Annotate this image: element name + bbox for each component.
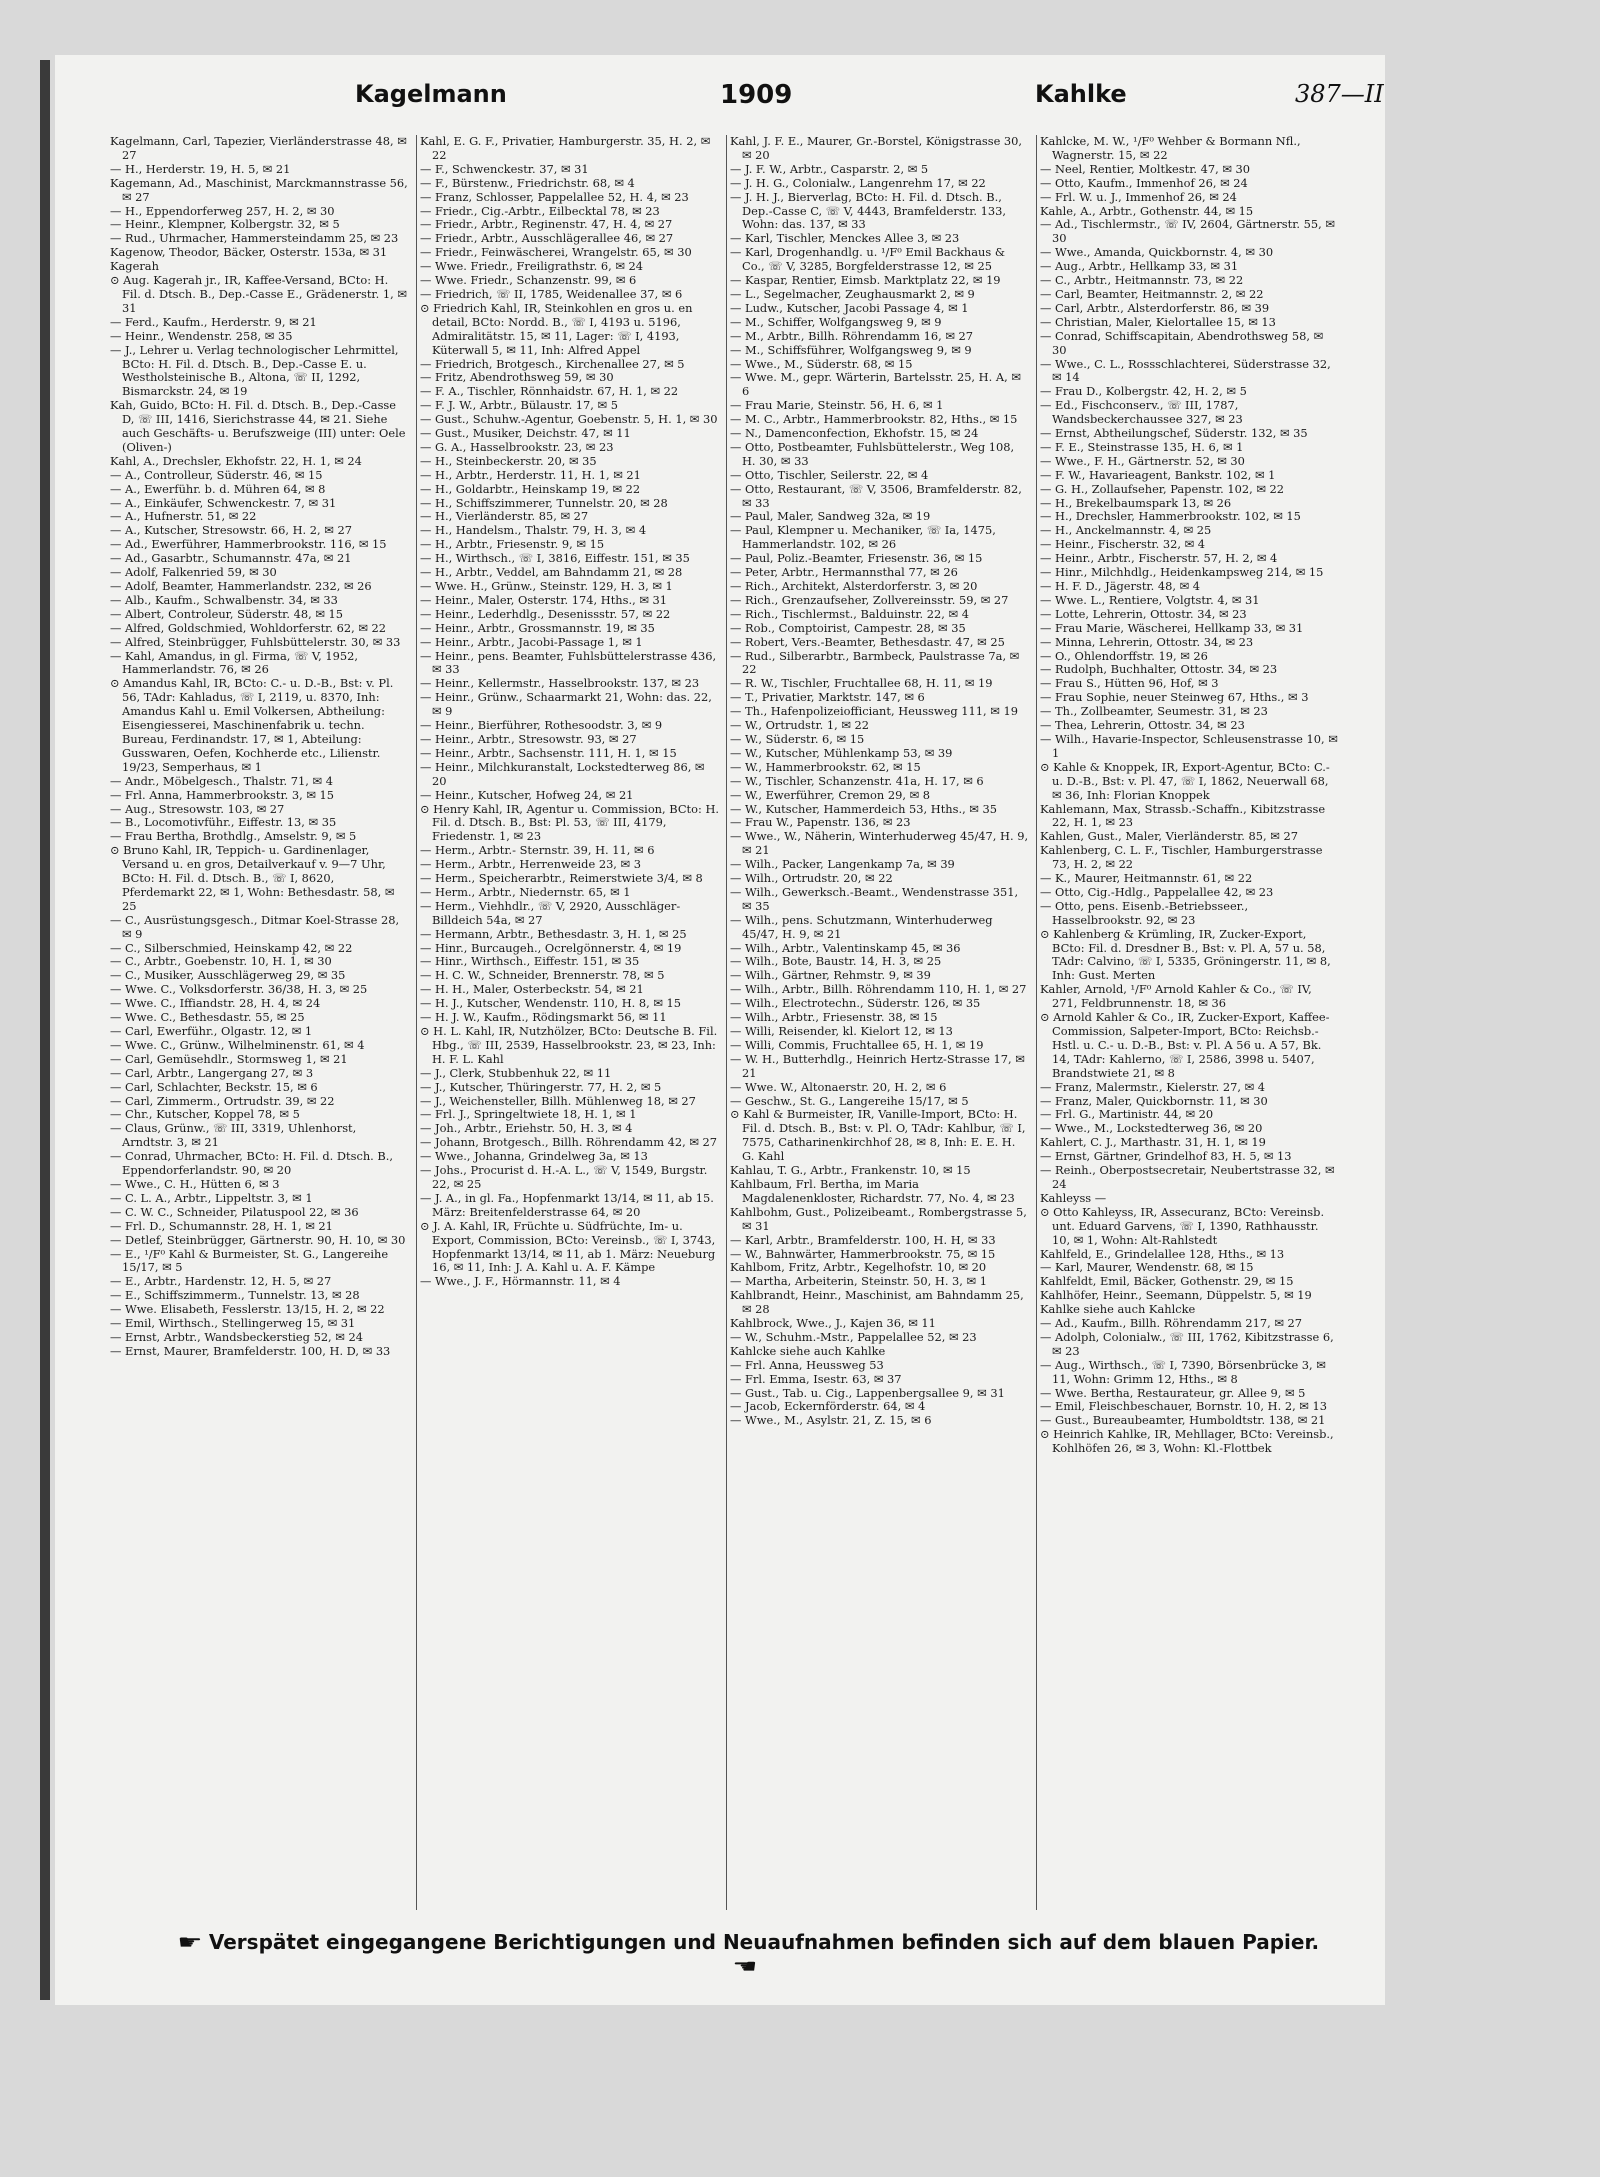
directory-entry: — Ad., Ewerführer, Hammerbrookstr. 116, ✉ 15 (110, 537, 387, 552)
directory-entry: — Johs., Procurist d. H.-A. L., ☏ V, 1549, Burgstr. 22, ✉ 25 (420, 1163, 708, 1191)
directory-entry: — F. J. W., Arbtr., Bülaustr. 17, ✉ 5 (420, 398, 618, 413)
directory-entry: — Lotte, Lehrerin, Ottostr. 34, ✉ 23 (1040, 606, 1247, 621)
directory-entry: — Otto, Kaufm., Immenhof 26, ✉ 24 (1040, 175, 1248, 190)
directory-entry: ⊙ Kahle & Knoppek, IR, Export-Agentur, BCto: C.- u. D.-B., Bst: v. Pl. 47, ☏ I, 1862, Neuerwall 68, ✉ 36, Inh: Florian Knoppek (1040, 759, 1330, 802)
directory-entry: — C., Arbtr., Heitmannstr. 73, ✉ 22 (1040, 273, 1244, 288)
directory-columns (110, 135, 1345, 1935)
directory-entry: — Wilh., Arbtr., Friesenstr. 38, ✉ 15 (730, 1010, 938, 1025)
directory-entry: — Gust., Bureaubeamter, Humboldtstr. 138, ✉ 21 (1040, 1413, 1326, 1428)
directory-entry: — Conrad, Schiffscapitain, Abendrothsweg 58, ✉ 30 (1040, 328, 1324, 357)
directory-entry: — N., Damenconfection, Ekhofstr. 15, ✉ 24 (730, 426, 979, 441)
directory-entry: — Heinr., Arbtr., Sachsenstr. 111, H. 1, ✉ 15 (420, 745, 677, 760)
directory-entry: — Rudolph, Buchhalter, Ottostr. 34, ✉ 23 (1040, 662, 1278, 677)
directory-entry: — Fritz, Abendrothsweg 59, ✉ 30 (420, 370, 614, 385)
directory-entry: — Conrad, Uhrmacher, BCto: H. Fil. d. Dtsch. B., Eppendorferlandstr. 90, ✉ 20 (110, 1149, 394, 1178)
directory-entry: — Carl, Arbtr., Langergang 27, ✉ 3 (110, 1065, 314, 1080)
directory-entry: — Wilh., Arbtr., Billh. Röhrendamm 110, H. 1, ✉ 27 (730, 982, 1027, 997)
directory-entry: — Wwe., W., Näherin, Winterhuderweg 45/47, H. 9, ✉ 21 (730, 829, 1029, 858)
directory-entry: — H., Vierländerstr. 85, ✉ 27 (420, 509, 589, 524)
directory-entry: — Reinh., Oberpostsecretair, Neubertstrasse 32, ✉ 24 (1040, 1163, 1335, 1191)
directory-entry: — W. H., Butterhdlg., Heinrich Hertz-Strasse 17, ✉ 21 (730, 1051, 1025, 1080)
directory-entry: — G. H., Zollaufseher, Papenstr. 102, ✉ 22 (1040, 481, 1285, 496)
directory-entry: ⊙ Kahlenberg & Krümling, IR, Zucker-Export, BCto: Fil. d. Dresdner B., Bst: v. Pl. A, 57 u. 58, TAdr: Calvino, ☏ I, 5335, Gröningerstr. 11, ✉ 8, Inh: Gust. Merten (1040, 926, 1331, 983)
directory-entry: — Gust., Tab. u. Cig., Lappenbergsallee 9, ✉ 31 (730, 1385, 1005, 1400)
directory-entry: — J. F. W., Arbtr., Casparstr. 2, ✉ 5 (730, 161, 929, 176)
directory-entry: — Frau Marie, Wäscherei, Hellkamp 33, ✉ 31 (1040, 620, 1304, 635)
directory-entry: — Chr., Kutscher, Koppel 78, ✉ 5 (110, 1107, 300, 1122)
directory-entry: — Ad., Kaufm., Billh. Röhrendamm 217, ✉ 27 (1040, 1316, 1303, 1331)
directory-entry: — H., Schiffszimmerer, Tunnelstr. 20, ✉ 28 (420, 495, 668, 510)
directory-entry: — Hinr., Wirthsch., Eiffestr. 151, ✉ 35 (420, 954, 640, 969)
directory-entry: — W., Kutscher, Hammerdeich 53, Hths., ✉ 35 (730, 801, 997, 816)
scan-edge (40, 60, 50, 2000)
directory-entry: — Wwe., F. H., Gärtnerstr. 52, ✉ 30 (1040, 453, 1245, 468)
directory-entry: — Carl, Ewerführ., Olgastr. 12, ✉ 1 (110, 1024, 313, 1038)
directory-entry: — F. W., Havarieagent, Bankstr. 102, ✉ 1 (1040, 467, 1276, 482)
directory-entry: — W., Kutscher, Mühlenkamp 53, ✉ 39 (730, 745, 953, 760)
directory-entry: Kahlke siehe auch Kahlcke (1040, 1302, 1196, 1317)
directory-entry: — Heinr., Arbtr., Grossmannstr. 19, ✉ 35 (420, 620, 655, 635)
directory-entry: Kahlhöfer, Heinr., Seemann, Düppelstr. 5, ✉ 19 (1040, 1288, 1312, 1303)
directory-entry: — W., Ewerführer, Cremon 29, ✉ 8 (730, 787, 931, 802)
directory-entry: Kahl, E. G. F., Privatier, Hamburgerstr. 35, H. 2, ✉ 22 (420, 135, 711, 162)
directory-entry: — Heinr., Lederhdlg., Desenissstr. 57, ✉ 22 (420, 606, 671, 621)
directory-entry: — Alfred, Steinbrügger, Fuhlsbüttelerstr. 30, ✉ 33 (110, 634, 401, 649)
directory-entry: — Rob., Comptoirist, Campestr. 28, ✉ 35 (730, 620, 966, 635)
directory-entry: — Alb., Kaufm., Schwalbenstr. 34, ✉ 33 (110, 592, 338, 607)
directory-entry: — Rud., Uhrmacher, Hammersteindamm 25, ✉ 23 (110, 231, 399, 246)
directory-entry: — Wilh., Gewerksch.-Beamt., Wendenstrasse 351, ✉ 35 (730, 884, 1019, 913)
directory-entry: — H. H., Maler, Osterbeckstr. 54, ✉ 21 (420, 982, 644, 997)
directory-entry: — Carl, Arbtr., Alsterdorferstr. 86, ✉ 39 (1040, 300, 1270, 315)
header-first-name: Kagelmann (355, 80, 507, 108)
directory-entry: — Albert, Controleur, Süderstr. 48, ✉ 15 (110, 606, 343, 621)
directory-entry: — Wwe. Friedr., Schanzenstr. 99, ✉ 6 (420, 273, 637, 288)
directory-entry: — Kaspar, Rentier, Eimsb. Marktplatz 22, ✉ 19 (730, 273, 1001, 288)
directory-entry: — Wwe. L., Rentiere, Volgtstr. 4, ✉ 31 (1040, 592, 1260, 607)
directory-entry: — Aug., Wirthsch., ☏ I, 7390, Börsenbrücke 3, ✉ 11, Wohn: Grimm 12, Hths., ✉ 8 (1040, 1357, 1326, 1386)
directory-entry: — Ed., Fischconserv., ☏ III, 1787, Wandsbeckerchaussee 327, ✉ 23 (1040, 398, 1243, 427)
directory-entry: — Neel, Rentier, Moltkestr. 47, ✉ 30 (1040, 161, 1251, 176)
directory-entry: — Rich., Tischlermst., Balduinstr. 22, ✉ 4 (730, 606, 969, 621)
directory-entry: — Rich., Grenzaufseher, Zollvereinsstr. 59, ✉ 27 (730, 592, 1009, 607)
directory-entry: — Frau W., Papenstr. 136, ✉ 23 (730, 815, 911, 830)
directory-entry: — Friedr., Arbtr., Reginenstr. 47, H. 4, ✉ 27 (420, 217, 673, 232)
directory-entry: — Adolf, Beamter, Hammerlandstr. 232, ✉ 26 (110, 579, 372, 593)
directory-entry: — Hinr., Burcaugeh., Ocrelgönnerstr. 4, ✉ 19 (420, 940, 682, 955)
directory-entry: — M., Schiffsführer, Wolfgangsweg 9, ✉ 9 (730, 342, 972, 357)
directory-entry: — A., Einkäufer, Schwenckestr. 7, ✉ 31 (110, 495, 337, 510)
directory-entry: — Frau Sophie, neuer Steinweg 67, Hths., ✉ 3 (1040, 690, 1309, 705)
directory-entry: — Karl, Tischler, Menckes Allee 3, ✉ 23 (730, 231, 960, 246)
directory-entry: — Friedr., Cig.-Arbtr., Eilbecktal 78, ✉ 23 (420, 203, 660, 218)
directory-entry: ⊙ Kahl & Burmeister, IR, Vanille-Import, BCto: H. Fil. d. Dtsch. B., Bst: v. Pl. O, TAdr: Kahlbur, ☏ I, 7575, Catharinenkirchhof 28, ✉ 8, Inh: E. E. H. G. Kahl (730, 1107, 1026, 1164)
directory-entry: — Kahl, Amandus, in gl. Firma, ☏ V, 1952, Hammerlandstr. 76, ✉ 26 (110, 648, 358, 677)
directory-entry: — Frl. W. u. J., Immenhof 26, ✉ 24 (1040, 189, 1237, 204)
directory-entry: Kahlen, Gust., Maler, Vierländerstr. 85, ✉ 27 (1040, 829, 1298, 844)
directory-entry: — F. E., Steinstrasse 135, H. 6, ✉ 1 (1040, 439, 1244, 454)
header-year: 1909 (720, 80, 793, 110)
directory-entry: — H. F. D., Jägerstr. 48, ✉ 4 (1040, 579, 1200, 593)
directory-entry: — H., Eppendorferweg 257, H. 2, ✉ 30 (110, 203, 335, 218)
directory-entry: Kah, Guido, BCto: H. Fil. d. Dtsch. B., Dep.-Casse D, ☏ III, 1416, Sierichstrasse 44, ✉ 21. Siehe auch Geschäfts- u. Berufszweige (III) unter: Oele (Oliven-) (110, 398, 406, 454)
directory-entry: — Heinr., Grünw., Schaarmarkt 21, Wohn: das. 22, ✉ 9 (420, 690, 712, 719)
directory-entry: — Wilh., pens. Schutzmann, Winterhuderweg 45/47, H. 9, ✉ 21 (730, 912, 993, 941)
directory-entry: — W., Tischler, Schanzenstr. 41a, H. 17, ✉ 6 (730, 773, 984, 788)
directory-entry: Kahl, A., Drechsler, Ekhofstr. 22, H. 1, ✉ 24 (110, 453, 362, 468)
directory-entry: — Heinr., pens. Beamter, Fuhlsbüttelerstrasse 436, ✉ 33 (420, 648, 717, 677)
directory-entry: — Wwe. H., Grünw., Steinstr. 129, H. 3, ✉ 1 (420, 579, 673, 593)
directory-entry: — Ernst, Gärtner, Grindelhof 83, H. 5, ✉ 13 (1040, 1149, 1292, 1164)
directory-entry: — H., Handelsm., Thalstr. 79, H. 3, ✉ 4 (420, 523, 647, 538)
directory-entry: — H. C. W., Schneider, Brennerstr. 78, ✉ 5 (420, 968, 665, 983)
directory-entry: — Wilh., Havarie-Inspector, Schleusenstrasse 10, ✉ 1 (1040, 731, 1338, 760)
directory-entry: — Frl. G., Martinistr. 44, ✉ 20 (1040, 1107, 1214, 1122)
directory-entry: — W., Bahnwärter, Hammerbrookstr. 75, ✉ 15 (730, 1246, 996, 1261)
directory-entry: — Herm., Viehhdlr., ☏ V, 2920, Ausschläger-Billdeich 54a, ✉ 27 (420, 898, 681, 927)
directory-entry: — Andr., Möbelgesch., Thalstr. 71, ✉ 4 (110, 773, 333, 788)
directory-entry: — H., Goldarbtr., Heinskamp 19, ✉ 22 (420, 481, 641, 496)
directory-entry: — Wwe. Elisabeth, Fesslerstr. 13/15, H. 2, ✉ 22 (110, 1302, 385, 1317)
header-last-name: Kahlke (1035, 80, 1127, 108)
directory-entry: — Herm., Arbtr.- Sternstr. 39, H. 11, ✉ 6 (420, 843, 655, 858)
directory-entry: — Wilh., Bote, Baustr. 14, H. 3, ✉ 25 (730, 954, 942, 969)
directory-entry: — Christian, Maler, Kielortallee 15, ✉ 13 (1040, 314, 1276, 329)
directory-entry: — Wwe., Johanna, Grindelweg 3a, ✉ 13 (420, 1149, 648, 1164)
directory-entry: — R. W., Tischler, Fruchtallee 68, H. 11, ✉ 19 (730, 676, 993, 691)
directory-entry: — Frau Bertha, Brothdlg., Amselstr. 9, ✉ 5 (110, 829, 357, 844)
directory-entry: — H., Arbtr., Herderstr. 11, H. 1, ✉ 21 (420, 467, 641, 482)
directory-entry: — Minna, Lehrerin, Ottostr. 34, ✉ 23 (1040, 634, 1254, 649)
directory-entry: — J., Lehrer u. Verlag technologischer Lehrmittel, BCto: H. Fil. d. Dtsch. B., Dep.-Casse E. u. Westholsteinische B., Altona, ☏ II, 1292, Bismarckstr. 24, ✉ 19 (110, 342, 399, 399)
directory-entry: — Heinr., Bierführer, Rothesoodstr. 3, ✉ 9 (420, 718, 663, 733)
directory-entry: — Otto, Tischler, Seilerstr. 22, ✉ 4 (730, 467, 929, 482)
directory-entry: — Wwe. Friedr., Freiligrathstr. 6, ✉ 24 (420, 259, 643, 274)
directory-entry: — Carl, Beamter, Heitmannstr. 2, ✉ 22 (1040, 286, 1264, 301)
directory-entry: — Wwe., M., Süderstr. 68, ✉ 15 (730, 356, 913, 371)
directory-entry: — Geschw., St. G., Langereihe 15/17, ✉ 5 (730, 1093, 969, 1108)
directory-entry: — Rud., Silberarbtr., Barmbeck, Paulstrasse 7a, ✉ 22 (730, 648, 1020, 677)
directory-entry: Kahlemann, Max, Strassb.-Schaffn., Kibitzstrasse 22, H. 1, ✉ 23 (1040, 801, 1326, 830)
directory-entry: — Franz, Maler, Quickbornstr. 11, ✉ 30 (1040, 1093, 1268, 1108)
directory-entry: — Otto, pens. Eisenb.-Betriebsseer., Hasselbrookstr. 92, ✉ 23 (1040, 898, 1249, 927)
directory-entry: — Wwe., J. F., Hörmannstr. 11, ✉ 4 (420, 1274, 621, 1289)
directory-entry: — Carl, Schlachter, Beckstr. 15, ✉ 6 (110, 1079, 318, 1094)
directory-entry: — Karl, Drogenhandlg. u. ¹/F⁰ Emil Backhaus & Co., ☏ V, 3285, Borgfelderstrasse 12, ✉ 25 (730, 245, 1005, 274)
directory-entry: — Wwe., M., Lockstedterweg 36, ✉ 20 (1040, 1121, 1263, 1136)
directory-entry: — Heinr., Wendenstr. 258, ✉ 35 (110, 328, 293, 343)
footer-text: Verspätet eingegangene Berichtigungen und Neuaufnahmen befinden sich auf dem blauen Papier. (208, 1930, 1320, 1954)
directory-entry: — Wwe., M., Asylstr. 21, Z. 15, ✉ 6 (730, 1413, 932, 1428)
directory-entry: — H., Arbtr., Veddel, am Bahndamm 21, ✉ 28 (420, 565, 683, 580)
directory-entry: — C., Arbtr., Goebenstr. 10, H. 1, ✉ 30 (110, 954, 332, 969)
directory-entry: Kahlbaum, Frl. Bertha, im Maria Magdalenenkloster, Richardstr. 77, No. 4, ✉ 23 (730, 1176, 1015, 1205)
pointing-hand-icon: ☚ (732, 1954, 758, 1978)
directory-entry: — Detlef, Steinbrügger, Gärtnerstr. 90, H. 10, ✉ 30 (110, 1232, 406, 1247)
directory-entry: — Wwe. C., Grünw., Wilhelminenstr. 61, ✉ 4 (110, 1037, 365, 1052)
directory-entry: — A., Ewerführ. b. d. Mühren 64, ✉ 8 (110, 481, 326, 496)
directory-entry: — Heinr., Maler, Osterstr. 174, Hths., ✉ 31 (420, 592, 667, 607)
directory-entry: — Frl. Emma, Isestr. 63, ✉ 37 (730, 1371, 902, 1386)
directory-entry: — Wwe. M., gepr. Wärterin, Bartelsstr. 25, H. A, ✉ 6 (730, 370, 1021, 399)
directory-column-1 (110, 135, 410, 1915)
directory-entry: — Friedr., Arbtr., Ausschlägerallee 46, ✉ 27 (420, 231, 674, 246)
directory-entry: — Rich., Architekt, Alsterdorferstr. 3, ✉ 20 (730, 579, 978, 593)
directory-entry: — W., Süderstr. 6, ✉ 15 (730, 731, 865, 746)
directory-entry: — Jacob, Eckernförderstr. 64, ✉ 4 (730, 1399, 926, 1414)
directory-entry: — Hinr., Milchhdlg., Heidenkampsweg 214, ✉ 15 (1040, 565, 1324, 580)
directory-entry: — Martha, Arbeiterin, Steinstr. 50, H. 3, ✉ 1 (730, 1274, 987, 1289)
directory-column-3 (730, 135, 1030, 1915)
directory-entry: — Friedrich, Brotgesch., Kirchenallee 27, ✉ 5 (420, 356, 685, 371)
directory-column-2 (420, 135, 720, 1915)
directory-entry: — E., Arbtr., Hardenstr. 12, H. 5, ✉ 27 (110, 1274, 332, 1289)
directory-entry: Kahlbrandt, Heinr., Maschinist, am Bahndamm 25, ✉ 28 (730, 1288, 1024, 1317)
directory-entry: — J. A., in gl. Fa., Hopfenmarkt 13/14, ✉ 11, ab 15. März: Breitenfelderstrasse 64, ✉ 20 (420, 1190, 714, 1219)
directory-entry: ⊙ H. L. Kahl, IR, Nutzhölzer, BCto: Deutsche B. Fil. Hbg., ☏ III, 2539, Hasselbrookstr. 23, ✉ 23, Inh: H. F. L. Kahl (420, 1024, 718, 1066)
directory-entry: ⊙ J. A. Kahl, IR, Früchte u. Südfrüchte, Im- u. Export, Commission, BCto: Vereinsb., ☏ I, 3743, Hopfenmarkt 13/14, ✉ 11, ab 1. März: Neueburg 16, ✉ 11, Inh: J. A. Kahl u. A. F. Kämpe (420, 1218, 716, 1275)
directory-entry: ⊙ Otto Kahleyss, IR, Assecuranz, BCto: Vereinsb. unt. Eduard Garvens, ☏ I, 1390, Rathhausstr. 10, ✉ 1, Wohn: Alt-Rahlstedt (1040, 1204, 1325, 1247)
directory-column-4 (1040, 135, 1340, 1915)
directory-entry: — K., Maurer, Heitmannstr. 61, ✉ 22 (1040, 871, 1253, 886)
directory-entry: — Carl, Gemüsehdlr., Stormsweg 1, ✉ 21 (110, 1051, 348, 1066)
directory-entry: — J. H. J., Bierverlag, BCto: H. Fil. d. Dtsch. B., Dep.-Casse C, ☏ V, 4443, Bramfelderstr. 133, Wohn: das. 137, ✉ 33 (730, 189, 1007, 232)
directory-entry: Kahlbom, Fritz, Arbtr., Kegelhofstr. 10, ✉ 20 (730, 1260, 987, 1275)
directory-entry: — J., Weichensteller, Billh. Mühlenweg 18, ✉ 27 (420, 1093, 696, 1108)
pointing-hand-icon: ☛ (177, 1930, 203, 1954)
directory-entry: — W., Schuhm.-Mstr., Pappelallee 52, ✉ 23 (730, 1329, 977, 1344)
directory-entry: — Otto, Cig.-Hdlg., Pappelallee 42, ✉ 23 (1040, 884, 1274, 899)
directory-entry: — Frau Marie, Steinstr. 56, H. 6, ✉ 1 (730, 398, 944, 413)
directory-entry: — W., Ortrudstr. 1, ✉ 22 (730, 718, 870, 733)
page-number: 387—II (1295, 80, 1384, 108)
directory-entry: ⊙ Bruno Kahl, IR, Teppich- u. Gardinenlager, Versand u. en gros, Detailverkauf v. 9—7 Uhr, BCto: H. Fil. d. Dtsch. B., ☏ I, 8620, Pferdemarkt 22, ✉ 1, Wohn: Bethesdastr. 58, ✉ 25 (110, 843, 395, 913)
directory-entry: — Frl. D., Schumannstr. 28, H. 1, ✉ 21 (110, 1218, 333, 1233)
directory-entry: — J., Kutscher, Thüringerstr. 77, H. 2, ✉ 5 (420, 1079, 662, 1094)
directory-entry: Kahle, A., Arbtr., Gothenstr. 44, ✉ 15 (1040, 203, 1254, 218)
directory-entry: ⊙ Heinrich Kahlke, IR, Mehllager, BCto: Vereinsb., Kohlhöfen 26, ✉ 3, Wohn: Kl.-Flottbek (1040, 1427, 1334, 1456)
directory-entry: ⊙ Aug. Kagerah jr., IR, Kaffee-Versand, BCto: H. Fil. d. Dtsch. B., Dep.-Casse E., Grädenerstr. 1, ✉ 31 (110, 273, 407, 315)
directory-entry: — F., Bürstenw., Friedrichstr. 68, ✉ 4 (420, 175, 635, 190)
directory-entry: — Alfred, Goldschmied, Wohldorferstr. 62, ✉ 22 (110, 620, 387, 635)
directory-entry: — C., Silberschmied, Heinskamp 42, ✉ 22 (110, 940, 353, 955)
directory-entry: — Ferd., Kaufm., Herderstr. 9, ✉ 21 (110, 314, 317, 329)
directory-entry: — C., Musiker, Ausschlägerweg 29, ✉ 35 (110, 968, 346, 983)
directory-entry: — Wilh., Gärtner, Rehmstr. 9, ✉ 39 (730, 968, 931, 983)
directory-entry: Kahlenberg, C. L. F., Tischler, Hamburgerstrasse 73, H. 2, ✉ 22 (1040, 843, 1323, 872)
directory-entry: — C. L. A., Arbtr., Lippeltstr. 3, ✉ 1 (110, 1190, 313, 1205)
directory-entry: Kahlfeldt, Emil, Bäcker, Gothenstr. 29, ✉ 15 (1040, 1274, 1294, 1289)
directory-entry: — Wilh., Ortrudstr. 20, ✉ 22 (730, 871, 893, 886)
directory-entry: — H., Steinbeckerstr. 20, ✉ 35 (420, 453, 597, 468)
directory-entry: Kahlert, C. J., Marthastr. 31, H. 1, ✉ 19 (1040, 1135, 1266, 1150)
directory-entry: — H. J. W., Kaufm., Rödingsmarkt 56, ✉ 11 (420, 1010, 667, 1025)
directory-entry: ⊙ Amandus Kahl, IR, BCto: C.- u. D.-B., Bst: v. Pl. 56, TAdr: Kahladus, ☏ I, 2119, u. 8370, Inh: Amandus Kahl u. Emil Volkersen, Abtheilung: Eisengiesserei, Maschinenfabrik u. techn. Bureau, Ferdinandstr. 17, ✉ 1, Abteilung: Gusswaren, Oefen, Kochherde etc., Lilienstr. 19/23, Semperhaus, ✉ 1 (110, 676, 394, 774)
directory-entry: — H., Wirthsch., ☏ I, 3816, Eiffestr. 151, ✉ 35 (420, 551, 690, 566)
directory-entry: — Aug., Stresowstr. 103, ✉ 27 (110, 801, 285, 816)
directory-entry: — Friedrich, ☏ II, 1785, Weidenallee 37, ✉ 6 (420, 286, 683, 301)
page-header (55, 80, 1385, 120)
directory-entry: Kahler, Arnold, ¹/F⁰ Arnold Kahler & Co., ☏ IV, 271, Feldbrunnenstr. 18, ✉ 36 (1040, 982, 1312, 1011)
directory-entry: — H., Arbtr., Friesenstr. 9, ✉ 15 (420, 537, 605, 552)
directory-entry: — Wilh., Arbtr., Valentinskamp 45, ✉ 36 (730, 940, 961, 955)
directory-entry: — Willi, Reisender, kl. Kielort 12, ✉ 13 (730, 1024, 953, 1038)
directory-entry: — Ad., Tischlermstr., ☏ IV, 2604, Gärtnerstr. 55, ✉ 30 (1040, 217, 1335, 246)
directory-entry: — F. A., Tischler, Rönnhaidstr. 67, H. 1, ✉ 22 (420, 384, 679, 399)
directory-entry: — Gust., Schuhw.-Agentur, Goebenstr. 5, H. 1, ✉ 30 (420, 412, 718, 427)
directory-entry: — C., Ausrüstungsgesch., Ditmar Koel-Strasse 28, ✉ 9 (110, 912, 400, 941)
directory-entry: — Herm., Arbtr., Herrenweide 23, ✉ 3 (420, 857, 641, 872)
directory-entry: — B., Locomotivführ., Eiffestr. 13, ✉ 35 (110, 815, 337, 830)
directory-entry: — Friedr., Feinwäscherei, Wrangelstr. 65, ✉ 30 (420, 245, 692, 260)
directory-entry: — Frl. Anna, Hammerbrookstr. 3, ✉ 15 (110, 787, 335, 802)
directory-entry: Kagemann, Ad., Maschinist, Marckmannstrasse 56, ✉ 27 (110, 175, 408, 204)
directory-entry: — Heinr., Milchkuranstalt, Lockstedterweg 86, ✉ 20 (420, 759, 705, 788)
directory-page (55, 55, 1385, 2005)
directory-entry: — Heinr., Klempner, Kolbergstr. 32, ✉ 5 (110, 217, 340, 232)
directory-entry: Kagenow, Theodor, Bäcker, Osterstr. 153a, ✉ 31 (110, 245, 388, 260)
directory-entry: — E., ¹/F⁰ Kahl & Burmeister, St. G., Langereihe 15/17, ✉ 5 (110, 1246, 389, 1275)
directory-entry: — Peter, Arbtr., Hermannsthal 77, ✉ 26 (730, 565, 958, 580)
directory-entry: — T., Privatier, Marktstr. 147, ✉ 6 (730, 690, 925, 705)
directory-entry: — Heinr., Arbtr., Stresowstr. 93, ✉ 27 (420, 731, 637, 746)
directory-entry: Kahl, J. F. E., Maurer, Gr.-Borstel, Königstrasse 30, ✉ 20 (730, 135, 1023, 162)
directory-entry: — A., Controlleur, Süderstr. 46, ✉ 15 (110, 467, 323, 482)
directory-entry: Kahlcke siehe auch Kahlke (730, 1343, 886, 1358)
directory-entry: — Wwe., C. L., Rossschlachterei, Süderstrasse 32, ✉ 14 (1040, 356, 1331, 385)
directory-entry: — Herm., Arbtr., Niedernstr. 65, ✉ 1 (420, 884, 631, 899)
directory-entry: — J., Clerk, Stubbenhuk 22, ✉ 11 (420, 1065, 612, 1080)
directory-entry: — Paul, Poliz.-Beamter, Friesenstr. 36, ✉ 15 (730, 551, 983, 566)
directory-entry: — G. A., Hasselbrookstr. 23, ✉ 23 (420, 439, 614, 454)
footer-notice (155, 1930, 1335, 1978)
directory-entry: — Frl. J., Springeltwiete 18, H. 1, ✉ 1 (420, 1107, 637, 1122)
directory-entry: — Gust., Musiker, Deichstr. 47, ✉ 11 (420, 426, 631, 441)
directory-entry: — W., Hammerbrookstr. 62, ✉ 15 (730, 759, 921, 774)
directory-entry: Kahlbohm, Gust., Polizeibeamt., Rombergstrasse 5, ✉ 31 (730, 1204, 1027, 1233)
directory-entry: Kagerah (110, 259, 159, 274)
directory-entry: — Frl. Anna, Heussweg 53 (730, 1357, 884, 1372)
directory-entry: — Heinr., Kutscher, Hofweg 24, ✉ 21 (420, 787, 634, 802)
directory-entry: — Karl, Arbtr., Bramfelderstr. 100, H. H, ✉ 33 (730, 1232, 996, 1247)
directory-entry: — Frau D., Kolbergstr. 42, H. 2, ✉ 5 (1040, 384, 1247, 399)
directory-entry: — Wwe. C., Volksdorferstr. 36/38, H. 3, ✉ 25 (110, 982, 368, 997)
directory-entry: — L., Segelmacher, Zeughausmarkt 2, ✉ 9 (730, 286, 975, 301)
directory-entry: — Heinr., Fischerstr. 32, ✉ 4 (1040, 537, 1206, 552)
directory-entry: — Wwe. C., Iffiandstr. 28, H. 4, ✉ 24 (110, 996, 321, 1011)
directory-entry: — Carl, Zimmerm., Ortrudstr. 39, ✉ 22 (110, 1093, 335, 1108)
directory-entry: — Herm., Speicherarbtr., Reimerstwiete 3/4, ✉ 8 (420, 871, 703, 886)
directory-entry: — Ernst, Abtheilungschef, Süderstr. 132, ✉ 35 (1040, 426, 1308, 441)
directory-entry: — Th., Hafenpolizeiofficiant, Heussweg 111, ✉ 19 (730, 704, 1018, 719)
directory-entry: — Paul, Klempner u. Mechaniker, ☏ Ia, 1475, Hammerlandstr. 102, ✉ 26 (730, 523, 996, 552)
directory-entry: — Karl, Maurer, Wendenstr. 68, ✉ 15 (1040, 1260, 1254, 1275)
directory-entry: — Heinr., Arbtr., Fischerstr. 57, H. 2, ✉ 4 (1040, 551, 1278, 566)
directory-entry: — Wilh., Packer, Langenkamp 7a, ✉ 39 (730, 857, 955, 872)
directory-entry: — E., Schiffszimmerm., Tunnelstr. 13, ✉ 28 (110, 1288, 360, 1303)
directory-entry: ⊙ Friedrich Kahl, IR, Steinkohlen en gros u. en detail, BCto: Nordd. B., ☏ I, 4193 u. 5196, Admiralitätstr. 15, ✉ 11, Lager: ☏ I, 4193, Küterwall 5, ✉ 11, Inh: Alfred Appel (420, 300, 693, 357)
directory-entry: — J. H. G., Colonialw., Langenrehm 17, ✉ 22 (730, 175, 986, 190)
directory-entry: — Claus, Grünw., ☏ III, 3319, Uhlenhorst, Arndtstr. 3, ✉ 21 (110, 1121, 357, 1150)
directory-entry: — Robert, Vers.-Beamter, Bethesdastr. 47, ✉ 25 (730, 634, 1005, 649)
directory-entry: — Joh., Arbtr., Eriehstr. 50, H. 3, ✉ 4 (420, 1121, 633, 1136)
directory-entry: — Heinr., Arbtr., Jacobi-Passage 1, ✉ 1 (420, 634, 643, 649)
directory-entry: Kahlau, T. G., Arbtr., Frankenstr. 10, ✉ 15 (730, 1163, 971, 1178)
directory-entry: — Thea, Lehrerin, Ottostr. 34, ✉ 23 (1040, 718, 1245, 733)
directory-entry: — Ernst, Arbtr., Wandsbeckerstieg 52, ✉ 24 (110, 1329, 363, 1344)
directory-entry: — A., Hufnerstr. 51, ✉ 22 (110, 509, 257, 524)
directory-entry: — F., Schwenckestr. 37, ✉ 31 (420, 161, 589, 176)
directory-entry: Kahlcke, M. W., ¹/F⁰ Wehber & Bormann Nfl., Wagnerstr. 15, ✉ 22 (1040, 135, 1301, 162)
directory-entry: Kahlbrock, Wwe., J., Kajen 36, ✉ 11 (730, 1316, 936, 1331)
directory-entry: — Wwe. Bertha, Restaurateur, gr. Allee 9, ✉ 5 (1040, 1385, 1306, 1400)
directory-entry: — Hermann, Arbtr., Bethesdastr. 3, H. 1, ✉ 25 (420, 926, 687, 941)
directory-entry: — Johann, Brotgesch., Billh. Röhrendamm 42, ✉ 27 (420, 1135, 718, 1150)
directory-entry: — O., Ohlendorffstr. 19, ✉ 26 (1040, 648, 1208, 663)
directory-entry: — Wwe. C., Bethesdastr. 55, ✉ 25 (110, 1010, 305, 1025)
directory-entry: — Paul, Maler, Sandweg 32a, ✉ 19 (730, 509, 931, 524)
directory-entry: — Th., Zollbeamter, Seumestr. 31, ✉ 23 (1040, 704, 1268, 719)
directory-entry: — H. J., Kutscher, Wendenstr. 110, H. 8, ✉ 15 (420, 996, 682, 1011)
directory-entry: — Wwe. W., Altonaerstr. 20, H. 2, ✉ 6 (730, 1079, 947, 1094)
directory-entry: Kagelmann, Carl, Tapezier, Vierländerstrasse 48, ✉ 27 (110, 135, 407, 162)
directory-entry: — Ad., Gasarbtr., Schumannstr. 47a, ✉ 21 (110, 551, 352, 566)
directory-entry: — C. W. C., Schneider, Pilatuspool 22, ✉ 36 (110, 1204, 359, 1219)
directory-entry: — A., Kutscher, Stresowstr. 66, H. 2, ✉ 27 (110, 523, 352, 538)
directory-entry: — Ernst, Maurer, Bramfelderstr. 100, H. D, ✉ 33 (110, 1343, 391, 1358)
directory-entry: Kahleyss — (1040, 1190, 1107, 1205)
directory-entry: Kahlfeld, E., Grindelallee 128, Hths., ✉ 13 (1040, 1246, 1285, 1261)
directory-entry: — Heinr., Kellermstr., Hasselbrookstr. 137, ✉ 23 (420, 676, 700, 691)
directory-entry: — Adolf, Falkenried 59, ✉ 30 (110, 565, 277, 580)
directory-entry: — H., Herderstr. 19, H. 5, ✉ 21 (110, 161, 291, 176)
directory-entry: — M. C., Arbtr., Hammerbrookstr. 82, Hths., ✉ 15 (730, 412, 1018, 427)
directory-entry: — Wilh., Electrotechn., Süderstr. 126, ✉ 35 (730, 996, 981, 1011)
directory-entry: — Otto, Restaurant, ☏ V, 3506, Bramfelderstr. 82, ✉ 33 (730, 481, 1022, 510)
directory-entry: — H., Brekelbaumspark 13, ✉ 26 (1040, 495, 1232, 510)
directory-entry: — Emil, Wirthsch., Stellingerweg 15, ✉ 31 (110, 1316, 356, 1331)
directory-entry: — Frau S., Hütten 96, Hof, ✉ 3 (1040, 676, 1219, 691)
directory-entry: — Franz, Schlosser, Pappelallee 52, H. 4, ✉ 23 (420, 189, 689, 204)
directory-entry: ⊙ Arnold Kahler & Co., IR, Zucker-Export, Kaffee-Commission, Salpeter-Import, BCto: Reichsb.-Hstl. u. C.- u. D.-B., Bst: v. Pl. A 56 u. A 57, Bk. 14, TAdr: Kahlerno, ☏ I, 2586, 3998 u. 5407, Brandstwiete 21, ✉ 8 (1040, 1010, 1330, 1080)
directory-entry: — Adolph, Colonialw., ☏ III, 1762, Kibitzstrasse 6, ✉ 23 (1040, 1329, 1334, 1358)
directory-entry: — Aug., Arbtr., Hellkamp 33, ✉ 31 (1040, 259, 1239, 274)
directory-entry: — Wwe., C. H., Hütten 6, ✉ 3 (110, 1176, 280, 1191)
directory-entry: — Wwe., Amanda, Quickbornstr. 4, ✉ 30 (1040, 245, 1274, 260)
directory-entry: — Franz, Malermstr., Kielerstr. 27, ✉ 4 (1040, 1079, 1266, 1094)
directory-entry: — H., Anckelmannstr. 4, ✉ 25 (1040, 523, 1212, 538)
directory-entry: — M., Arbtr., Billh. Röhrendamm 16, ✉ 27 (730, 328, 974, 343)
directory-entry: — M., Schiffer, Wolfgangsweg 9, ✉ 9 (730, 314, 942, 329)
directory-entry: ⊙ Henry Kahl, IR, Agentur u. Commission, BCto: H. Fil. d. Dtsch. B., Bst: Pl. 53, ☏ III, 4179, Friedenstr. 1, ✉ 23 (420, 801, 719, 844)
directory-entry: — Emil, Fleischbeschauer, Bornstr. 10, H. 2, ✉ 13 (1040, 1399, 1327, 1414)
directory-entry: — Ludw., Kutscher, Jacobi Passage 4, ✉ 1 (730, 300, 969, 315)
directory-entry: — H., Drechsler, Hammerbrookstr. 102, ✉ 15 (1040, 509, 1301, 524)
directory-entry: — Willi, Commis, Fruchtallee 65, H. 1, ✉ 19 (730, 1037, 984, 1052)
directory-entry: — Otto, Postbeamter, Fuhlsbüttelerstr., Weg 108, H. 30, ✉ 33 (730, 439, 1015, 468)
